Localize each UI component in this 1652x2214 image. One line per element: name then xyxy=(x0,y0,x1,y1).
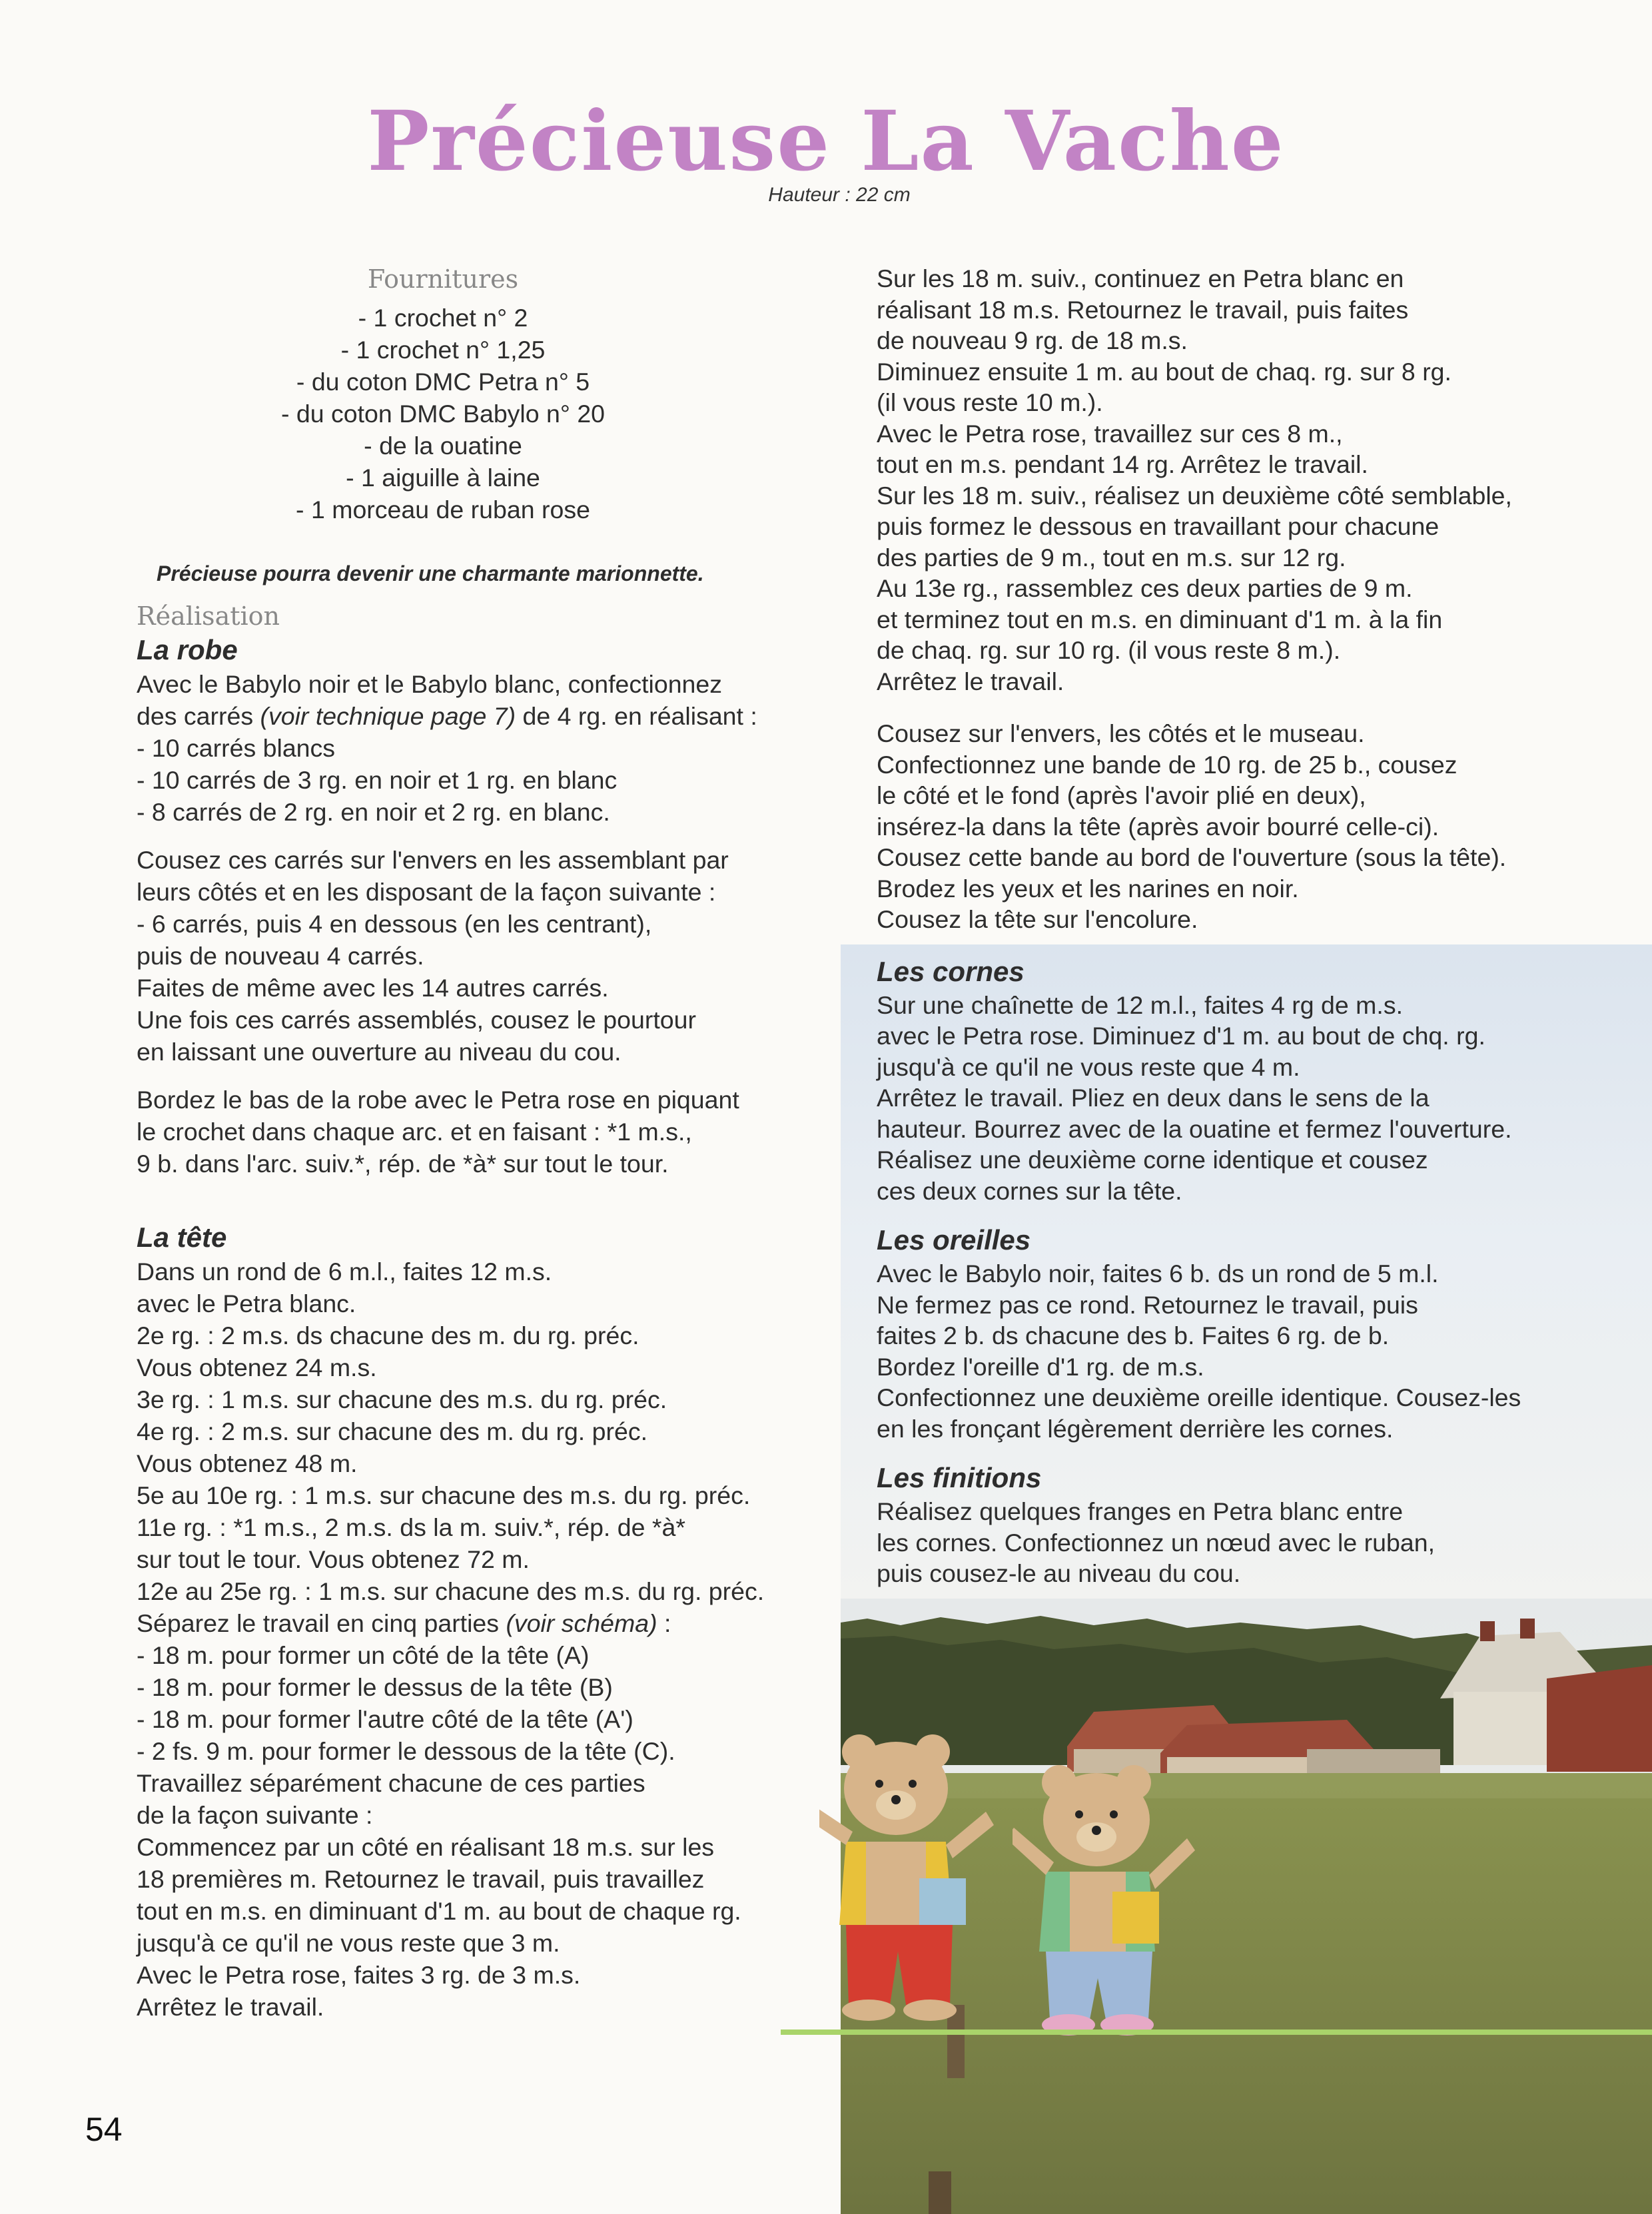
tete-line: 5e au 10e rg. : 1 m.s. sur chacune des m.s. du rg. préc. xyxy=(137,1481,751,1509)
tete-instructions: Travaillez séparément chacune de ces parties de la façon suivante : Commencez par un côté en réalisant 18 m.s. sur les 18 premières m. Retournez le travail, puis travaillez tout en m.s. en diminuant d'1 m. au bout de chaque rg. jusqu'à ce qu'il ne vous reste que 3 m. Avec le Petra rose, faites 3 rg. de 3 m.s. Arrêtez le travail. xyxy=(137,1769,741,2021)
robe-heading: La robe xyxy=(137,634,238,665)
supply-item: - 1 morceau de ruban rose xyxy=(296,496,590,524)
right-column xyxy=(877,263,1573,1589)
supply-item: - de la ouatine xyxy=(364,432,522,460)
tagline: Précieuse pourra devenir une charmante marionnette. xyxy=(157,561,704,585)
oreilles-heading: Les oreilles xyxy=(877,1224,1031,1256)
supply-item: - du coton DMC Babylo n° 20 xyxy=(280,400,606,428)
tete-separation-ref: (voir schéma) xyxy=(506,1609,657,1637)
tete-separation xyxy=(137,1607,829,1639)
robe-list-item: - 8 carrés de 2 rg. en noir et 2 rg. en blanc. xyxy=(137,798,610,826)
supply-item: - 1 crochet n° 1,25 xyxy=(340,336,546,364)
cornes-text: Sur une chaînette de 12 m.l., faites 4 rg de m.s. avec le Petra rose. Diminuez d'1 m. au bout de chq. rg. jusqu'à ce qu'il ne vous reste que 4 m. Arrêtez le travail. Pliez en deux dans le sens de la hauteur. Bourrez avec de la ouatine et fermez l'ouverture. Réalisez une deuxième corne identique et cousez ces deux cornes sur la tête. xyxy=(877,990,1512,1205)
tete-part-item: - 18 m. pour former un côté de la tête (A) xyxy=(137,1641,590,1669)
left-column xyxy=(137,263,829,2023)
finitions-heading: Les finitions xyxy=(877,1462,1042,1493)
tete-line: 12e au 25e rg. : 1 m.s. sur chacune des m.s. du rg. préc. xyxy=(137,1577,765,1605)
tete-line: 4e rg. : 2 m.s. sur chacune des m. du rg. préc. xyxy=(137,1417,648,1445)
tete-line: 11e rg. : *1 m.s., 2 m.s. ds la m. suiv.*, rép. de *à* xyxy=(137,1513,685,1541)
robe-list-item: - 10 carrés blancs xyxy=(137,734,336,762)
bear-doll-right xyxy=(1013,1758,1232,2038)
robe-border-text: Bordez le bas de la robe avec le Petra rose en piquant le crochet dans chaque arc. et en faisant : *1 m.s., 9 b. dans l'arc. suiv.*, rép. de *à* sur tout le tour. xyxy=(137,1086,739,1178)
robe-repeat-text: Faites de même avec les 14 autres carrés. Une fois ces carrés assemblés, cousez le pourtour en laissant une ouverture au niveau du cou. xyxy=(137,974,696,1066)
tete-line: avec le Petra blanc. xyxy=(137,1290,356,1317)
tete-line: sur tout le tour. Vous obtenez 72 m. xyxy=(137,1545,530,1573)
tete-continued-text: Sur les 18 m. suiv., continuez en Petra blanc en réalisant 18 m.s. Retournez le travail, puis faites de nouveau 9 rg. de 18 m.s. Diminuez ensuite 1 m. au bout de chaq. rg. sur 8 rg. (il vous reste 10 m.). Avec le Petra rose, travaillez sur ces 8 m., tout en m.s. pendant 14 rg. Arrêtez le travail. Sur les 18 m. suiv., réalisez un deuxième côté semblable, puis formez le dessous en travaillant pour chacune des parties de 9 m., tout en m.s. sur 12 rg. Au 13e rg., rassemblez ces deux parties de 9 m. et terminez tout en m.s. en diminuant d'1 m. à la fin de chaq. rg. sur 10 rg. (il vous reste 8 m.). Arrêtez le travail. xyxy=(877,264,1512,695)
tete-line: Vous obtenez 48 m. xyxy=(137,1449,358,1477)
robe-assembly-text: Cousez ces carrés sur l'envers en les assemblant par leurs côtés et en les disposant de la façon suivante : xyxy=(137,846,729,906)
cornes-heading: Les cornes xyxy=(877,955,1025,987)
bear-doll-left xyxy=(819,1725,1039,2031)
robe-intro xyxy=(137,668,829,732)
page-title: Précieuse La Vache xyxy=(367,93,1285,190)
tete-part-item: - 18 m. pour former l'autre côté de la tête (A') xyxy=(137,1705,633,1733)
tete-line: Vous obtenez 24 m.s. xyxy=(137,1353,377,1381)
oreilles-text: Avec le Babylo noir, faites 6 b. ds un rond de 5 m.l. Ne fermez pas ce rond. Retournez le travail, puis faites 2 b. ds chacune des b. Faites 6 rg. de b. Bordez l'oreille d'1 rg. de m.s. Confectionnez une deuxième oreille identique. Cousez-les en les fronçant légèrement derrière les cornes. xyxy=(877,1260,1521,1443)
supply-item: - du coton DMC Petra n° 5 xyxy=(296,368,590,396)
tete-part-item: - 2 fs. 9 m. pour former le dessous de la tête (C). xyxy=(137,1737,675,1765)
robe-intro-ref: (voir technique page 7) xyxy=(260,702,516,730)
green-accent-line xyxy=(781,2030,1652,2035)
tete-line: 3e rg. : 1 m.s. sur chacune des m.s. du rg. préc. xyxy=(137,1385,667,1413)
tete-heading: La tête xyxy=(137,1222,227,1253)
supply-item: - 1 crochet n° 2 xyxy=(358,304,528,332)
robe-intro-b: de 4 rg. en réalisant : xyxy=(516,702,757,730)
tete-assembly-text: Cousez sur l'envers, les côtés et le museau. Confectionnez une bande de 10 rg. de 25 b., cousez le côté et le fond (après l'avoir plié en deux), insérez-la dans la tête (après avoir bourré celle-ci). Cousez cette bande au bord de l'ouverture (sous la tête). Brodez les yeux et les narines en noir. Cousez la tête sur l'encolure. xyxy=(877,719,1507,933)
supplies-list xyxy=(57,302,829,526)
realisation-heading: Réalisation xyxy=(137,601,280,631)
height-label: Hauteur : 22 cm xyxy=(768,184,911,206)
robe-intro-a: Avec le Babylo noir et le Babylo blanc, confectionnez des carrés xyxy=(137,670,723,730)
tete-part-item: - 18 m. pour former le dessus de la tête (B) xyxy=(137,1673,613,1701)
page-number: 54 xyxy=(85,2111,123,2148)
tete-separation-b: : xyxy=(657,1609,671,1637)
tete-separation-a: Séparez le travail en cinq parties xyxy=(137,1609,506,1637)
robe-layout-text: - 6 carrés, puis 4 en dessous (en les centrant), puis de nouveau 4 carrés. xyxy=(137,910,652,970)
finitions-text: Réalisez quelques franges en Petra blanc entre les cornes. Confectionnez un nœud avec le ruban, puis cousez-le au niveau du cou. xyxy=(877,1497,1435,1587)
supply-item: - 1 aiguille à laine xyxy=(346,464,540,492)
supplies-box xyxy=(57,263,829,526)
supplies-heading: Fournitures xyxy=(367,264,519,294)
robe-list-item: - 10 carrés de 3 rg. en noir et 1 rg. en blanc xyxy=(137,766,618,794)
tete-line: Dans un rond de 6 m.l., faites 12 m.s. xyxy=(137,1258,552,1286)
tete-line: 2e rg. : 2 m.s. ds chacune des m. du rg. préc. xyxy=(137,1321,639,1349)
